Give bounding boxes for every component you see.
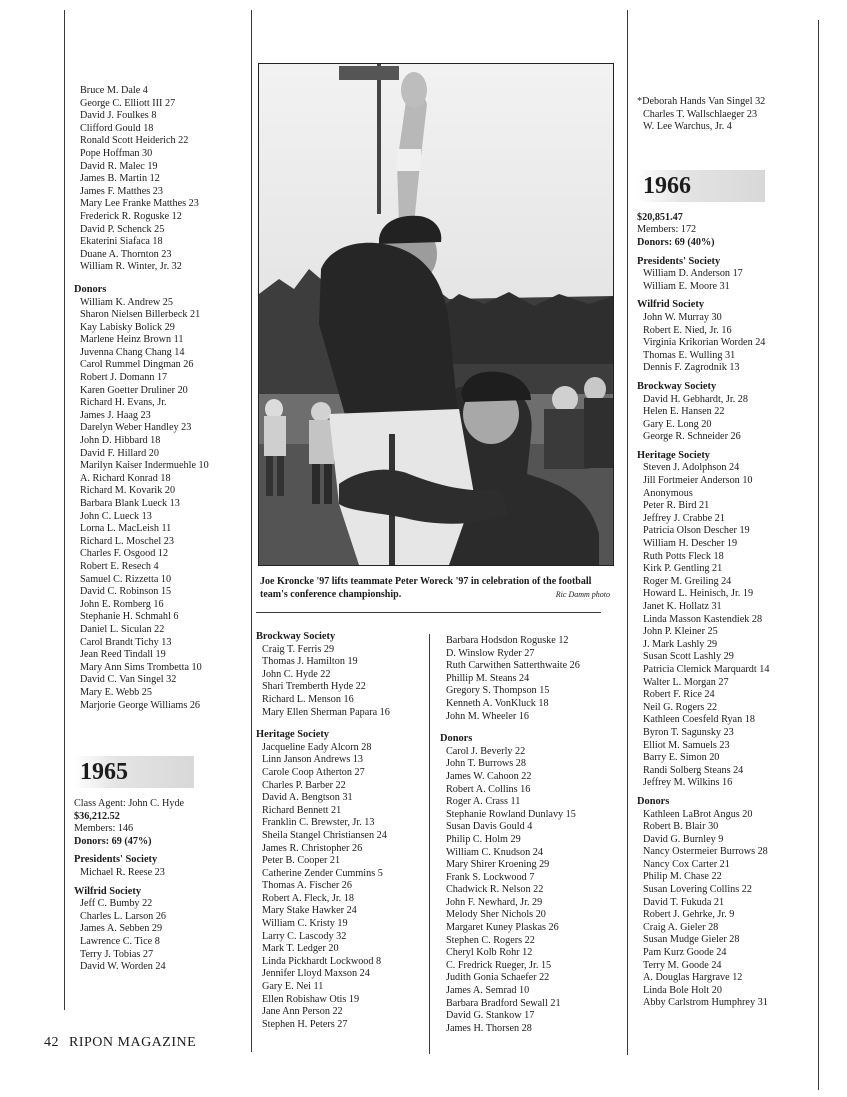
list-item: William D. Anderson 17 xyxy=(643,268,743,280)
list-item: Catherine Zender Cummins 5 xyxy=(262,867,383,879)
list-item: James W. Cahoon 22 xyxy=(446,770,532,782)
list-item: Clifford Gould 18 xyxy=(80,122,154,134)
list-item: Barbara Bradford Sewall 21 xyxy=(446,997,561,1009)
list-item: Jean Reed Tindall 19 xyxy=(80,649,166,661)
list-item: Walter L. Morgan 27 xyxy=(643,676,729,688)
donors-count: Donors: 69 (40%) xyxy=(637,236,715,248)
list-item: Jeffrey J. Crabbe 21 xyxy=(643,512,725,524)
list-item: Stephanie Rowland Dunlavy 15 xyxy=(446,808,576,820)
photo-caption xyxy=(260,576,610,601)
list-item: Mary Stake Hawker 24 xyxy=(262,905,357,917)
list-item: Neil G. Rogers 22 xyxy=(643,701,718,713)
list-item: Mary Ann Sims Trombetta 10 xyxy=(80,661,202,673)
list-item: Philip M. Chase 22 xyxy=(643,871,722,883)
list-item: Charles L. Larson 26 xyxy=(80,910,167,922)
list-item: Lawrence C. Tice 8 xyxy=(80,936,160,948)
list-item: Sharon Nielsen Billerbeck 21 xyxy=(80,309,201,321)
list-item: Susan Davis Gould 4 xyxy=(446,821,533,833)
photo-image xyxy=(259,64,613,565)
list-item: David C. Van Singel 32 xyxy=(80,674,177,686)
list-item: Melody Sher Nichols 20 xyxy=(446,909,546,921)
list-item: Marilyn Kaiser Indermuehle 10 xyxy=(80,460,209,472)
list-item: Byron T. Sagunsky 23 xyxy=(643,726,734,738)
list-item: David J. Foulkes 8 xyxy=(80,110,157,122)
list-item: James R. Christopher 26 xyxy=(262,842,363,854)
list-item: Abby Carlstrom Humphrey 31 xyxy=(643,997,768,1009)
column-2 xyxy=(256,631,428,1031)
list-item: Thomas J. Hamilton 19 xyxy=(262,656,358,668)
list-item: David G. Burnley 9 xyxy=(643,833,724,845)
presidents-society-heading: Presidents' Society xyxy=(637,255,721,267)
list-item: A. Richard Konrad 18 xyxy=(80,472,171,484)
list-item: Samuel C. Rizzetta 10 xyxy=(80,573,172,585)
list-item: Carol J. Beverly 22 xyxy=(446,745,526,757)
class-1964-continued-list xyxy=(74,85,250,274)
heritage-society-heading: Heritage Society xyxy=(256,729,329,741)
list-item: Nancy Cox Carter 21 xyxy=(643,858,730,870)
list-item: David C. Robinson 15 xyxy=(80,586,172,598)
list-item: James J. Haag 23 xyxy=(80,409,151,421)
list-item: Peter R. Bird 21 xyxy=(643,500,710,512)
list-item: David P. Schenck 25 xyxy=(80,223,165,235)
list-item: Janet K. Hollatz 31 xyxy=(643,601,722,612)
list-item: Shari Tremberth Hyde 22 xyxy=(262,681,366,693)
donors-list xyxy=(74,297,250,713)
caption-text: Joe Kroncke '97 lifts teammate Peter Woreck '97 in celebration of the football team's conference championship. xyxy=(260,576,592,600)
list-item: David R. Malec 19 xyxy=(80,160,158,172)
list-item: Gregory S. Thompson 15 xyxy=(446,685,550,697)
year-1966-banner xyxy=(637,170,765,202)
total-amount: $36,212.52 xyxy=(74,810,120,822)
list-item: Jeffrey M. Wilkins 16 xyxy=(643,777,733,789)
page-footer xyxy=(44,1035,196,1051)
list-item: Mary Shirer Kroening 29 xyxy=(446,859,550,871)
list-item: Linda Bole Holt 20 xyxy=(643,984,722,996)
list-item: David W. Worden 24 xyxy=(80,961,166,973)
donors-heading: Donors xyxy=(637,795,670,807)
list-item: Juvenna Chang Chang 14 xyxy=(80,346,185,358)
total-amount: $20,851.47 xyxy=(637,211,683,223)
list-item: D. Winslow Ryder 27 xyxy=(446,647,535,659)
list-item: David F. Hillard 20 xyxy=(80,447,159,459)
list-item: Jennifer Lloyd Maxson 24 xyxy=(262,968,370,980)
column-rule-edge xyxy=(818,20,819,1090)
photo-credit: Ric Damm photo xyxy=(555,589,610,599)
list-item: Marlene Heinz Brown 11 xyxy=(80,334,184,346)
list-item: James B. Martin 12 xyxy=(80,173,160,185)
year-heading: 1966 xyxy=(643,172,691,199)
list-item: Richard L. Moschel 23 xyxy=(80,535,174,547)
list-item: John E. Romberg 16 xyxy=(80,598,164,610)
list-item: *Deborah Hands Van Singel 32 xyxy=(637,96,766,107)
heritage-society-heading: Heritage Society xyxy=(637,449,710,461)
list-item: Frederick R. Roguske 12 xyxy=(80,210,182,222)
list-item: Phillip M. Steans 24 xyxy=(446,672,530,684)
list-item: Charles P. Barber 22 xyxy=(262,779,346,791)
list-item: James A. Sebben 29 xyxy=(80,923,163,935)
list-item: David A. Bengtson 31 xyxy=(262,792,353,804)
column-1 xyxy=(74,85,250,974)
list-item: Pam Kurz Goode 24 xyxy=(643,947,727,959)
list-item: John W. Murray 30 xyxy=(643,311,722,323)
members-count: Members: 172 xyxy=(637,224,697,236)
list-item: John C. Lueck 13 xyxy=(80,510,152,522)
list-item: Ruth Potts Fleck 18 xyxy=(643,550,724,562)
list-item: Kathleen Coesfeld Ryan 18 xyxy=(643,714,755,726)
list-item: David T. Fukuda 21 xyxy=(643,896,725,908)
list-item: Terry M. Goode 24 xyxy=(643,959,722,971)
list-item: Lorna L. MacLeish 11 xyxy=(80,523,172,535)
list-item: Richard M. Kovarik 20 xyxy=(80,485,176,497)
list-item: Robert A. Fleck, Jr. 18 xyxy=(262,892,354,904)
list-item: Mark T. Ledger 20 xyxy=(262,943,339,955)
column-4 xyxy=(637,96,815,1010)
list-item: John C. Hyde 22 xyxy=(262,668,331,680)
list-item: Robert E. Nied, Jr. 16 xyxy=(643,324,732,336)
list-item: Robert E. Resech 4 xyxy=(80,560,159,572)
list-item: Cheryl Kolb Rohr 12 xyxy=(446,947,533,959)
list-item: John M. Wheeler 16 xyxy=(446,710,529,722)
list-item: Susan Mudge Gieler 28 xyxy=(643,934,740,946)
list-item: Robert B. Blair 30 xyxy=(643,821,719,833)
list-item: J. Mark Lashly 29 xyxy=(643,638,718,650)
presidents-society-heading: Presidents' Society xyxy=(74,854,158,866)
list-item: Richard H. Evans, Jr. xyxy=(80,397,167,409)
list-item: Michael R. Reese 23 xyxy=(80,867,165,879)
list-item: Mary Ellen Sherman Papara 16 xyxy=(262,706,390,718)
list-item: Carol Brandt Tichy 13 xyxy=(80,636,172,648)
list-item: Anonymous xyxy=(643,487,693,499)
list-item: Roger A. Crass 11 xyxy=(446,796,521,808)
list-item: Kirk P. Gentling 21 xyxy=(643,563,723,575)
list-item: John D. Hibbard 18 xyxy=(80,435,161,447)
football-celebration-photo xyxy=(258,63,614,566)
list-item: Ruth Carwithen Satterthwaite 26 xyxy=(446,660,580,672)
list-item: John T. Burrows 28 xyxy=(446,758,526,770)
list-item: Thomas E. Wulling 31 xyxy=(643,349,736,361)
list-item: Terry J. Tobias 27 xyxy=(80,948,154,960)
list-item: Barry E. Simon 20 xyxy=(643,752,720,764)
list-item: James A. Semrad 10 xyxy=(446,985,530,997)
list-item: Judith Gonia Schaefer 22 xyxy=(446,972,550,984)
list-item: Kenneth A. VonKluck 18 xyxy=(446,697,549,709)
list-item: William K. Andrew 25 xyxy=(80,296,173,308)
donors-count: Donors: 69 (47%) xyxy=(74,835,152,847)
list-item: Thomas A. Fischer 26 xyxy=(262,880,352,892)
list-item: Randi Solberg Steans 24 xyxy=(643,764,744,776)
list-item: Stephen C. Rogers 22 xyxy=(446,934,535,946)
list-item: Karen Goetter Druliner 20 xyxy=(80,384,188,396)
list-item: Carol Rummel Dingman 26 xyxy=(80,359,194,371)
list-item: James F. Matthes 23 xyxy=(80,185,163,197)
list-item: Kathleen LaBrot Angus 20 xyxy=(643,808,753,820)
list-item: Ekaterini Siafaca 18 xyxy=(80,236,163,248)
column-3 xyxy=(440,635,626,1035)
members-count: Members: 146 xyxy=(74,823,134,835)
list-item: Kay Labisky Bolick 29 xyxy=(80,321,175,333)
donors-heading: Donors xyxy=(440,733,473,745)
list-item: Daniel L. Siculan 22 xyxy=(80,623,165,635)
list-item: Richard L. Menson 16 xyxy=(262,693,354,705)
list-item: John P. Kleiner 25 xyxy=(643,626,718,638)
list-item: Pope Hoffman 30 xyxy=(80,147,153,159)
list-item: Sheila Stangel Christiansen 24 xyxy=(262,829,387,841)
caption-rule xyxy=(256,612,601,613)
list-item: Mary Lee Franke Matthes 23 xyxy=(80,198,199,210)
list-item: Linda Pickhardt Lockwood 8 xyxy=(262,955,382,967)
list-item: Robert A. Collins 16 xyxy=(446,783,531,795)
list-item: Duane A. Thornton 23 xyxy=(80,248,172,260)
column-rule-left xyxy=(64,10,65,1010)
list-item: William H. Descher 19 xyxy=(643,538,738,550)
list-item: Charles F. Osgood 12 xyxy=(80,548,169,560)
list-item: Marjorie George Williams 26 xyxy=(80,699,201,711)
year-1965-banner xyxy=(74,756,194,788)
list-item: Virginia Krikorian Worden 24 xyxy=(643,337,766,349)
list-item: W. Lee Warchus, Jr. 4 xyxy=(643,121,732,133)
list-item: Larry C. Lascody 32 xyxy=(262,930,347,942)
list-item: Gary E. Long 20 xyxy=(643,418,712,430)
list-item: Dennis F. Zagrodnik 13 xyxy=(643,362,740,374)
list-item: Craig T. Ferris 29 xyxy=(262,643,335,655)
list-item: Linda Masson Kastendiek 28 xyxy=(643,613,763,625)
list-item: A. Douglas Hargrave 12 xyxy=(643,972,743,984)
list-item: William C. Kristy 19 xyxy=(262,918,348,930)
list-item: Carole Coop Atherton 27 xyxy=(262,766,365,778)
list-item: Jeff C. Bumby 22 xyxy=(80,898,153,910)
list-item: Charles T. Wallschlaeger 23 xyxy=(643,108,758,120)
list-item: Roger M. Greiling 24 xyxy=(643,575,732,587)
list-item: C. Fredrick Rueger, Jr. 15 xyxy=(446,959,552,971)
list-item: Bruce M. Dale 4 xyxy=(80,85,148,96)
list-item: Gary E. Nei 11 xyxy=(262,981,324,993)
list-item: Mary E. Webb 25 xyxy=(80,686,152,698)
donors-heading: Donors xyxy=(74,283,107,295)
brockway-society-heading: Brockway Society xyxy=(256,631,336,642)
column-rule-middle xyxy=(429,634,430,1054)
list-item: Susan Scott Lashly 29 xyxy=(643,651,734,663)
list-item: Steven J. Adolphson 24 xyxy=(643,462,740,474)
brockway-society-heading: Brockway Society xyxy=(637,380,717,392)
list-item: Patricia Clemick Marquardt 14 xyxy=(643,663,770,675)
list-item: Stephanie H. Schmahl 6 xyxy=(80,611,179,623)
list-item: William C. Knudson 24 xyxy=(446,846,543,858)
year-heading: 1965 xyxy=(80,759,128,786)
list-item: Nancy Ostermeier Burrows 28 xyxy=(643,846,768,858)
wilfrid-society-heading: Wilfrid Society xyxy=(637,299,705,311)
class-agent: Class Agent: John C. Hyde xyxy=(74,798,185,810)
list-item: George C. Elliott III 27 xyxy=(80,97,176,109)
list-item: Jill Fortmeier Anderson 10 xyxy=(643,475,753,487)
magazine-name: RIPON MAGAZINE xyxy=(69,1035,197,1050)
list-item: Darelyn Weber Handley 23 xyxy=(80,422,192,434)
list-item: Philip C. Holm 29 xyxy=(446,833,521,845)
list-item: Peter B. Cooper 21 xyxy=(262,855,341,867)
list-item: Howard L. Heinisch, Jr. 19 xyxy=(643,588,754,600)
list-item: Susan Lovering Collins 22 xyxy=(643,884,752,896)
list-item: Robert J. Domann 17 xyxy=(80,372,168,384)
list-item: Robert J. Gehrke, Jr. 9 xyxy=(643,909,735,921)
column-rule-center xyxy=(251,10,252,1052)
list-item: Richard Bennett 21 xyxy=(262,804,342,816)
list-item: Ronald Scott Heiderich 22 xyxy=(80,135,189,147)
list-item: Elliot M. Samuels 23 xyxy=(643,739,730,751)
list-item: Craig A. Gieler 28 xyxy=(643,921,719,933)
list-item: Frank S. Lockwood 7 xyxy=(446,871,535,883)
list-item: David H. Gebhardt, Jr. 28 xyxy=(643,393,748,405)
list-item: Jacqueline Eady Alcorn 28 xyxy=(262,741,372,753)
wilfrid-society-heading: Wilfrid Society xyxy=(74,885,142,897)
list-item: Helen E. Hansen 22 xyxy=(643,406,725,418)
list-item: William E. Moore 31 xyxy=(643,280,730,292)
list-item: Franklin C. Brewster, Jr. 13 xyxy=(262,817,375,829)
list-item: George R. Schneider 26 xyxy=(643,431,741,443)
list-item: William R. Winter, Jr. 32 xyxy=(80,261,182,273)
list-item: James H. Thorsen 28 xyxy=(446,1022,532,1034)
list-item: John F. Newhard, Jr. 29 xyxy=(446,896,543,908)
list-item: Linn Janson Andrews 13 xyxy=(262,754,364,766)
list-item: Jane Ann Person 22 xyxy=(262,1006,343,1018)
list-item: Stephen H. Peters 27 xyxy=(262,1018,348,1030)
list-item: Chadwick R. Nelson 22 xyxy=(446,884,544,896)
column-rule-right xyxy=(627,10,628,1055)
list-item: David G. Stankow 17 xyxy=(446,1010,535,1022)
page-number: 42 xyxy=(44,1035,59,1050)
list-item: Patricia Olson Descher 19 xyxy=(643,525,750,537)
list-item: Ellen Robishaw Otis 19 xyxy=(262,993,360,1005)
list-item: Robert F. Rice 24 xyxy=(643,689,715,701)
list-item: Margaret Kuney Plaskas 26 xyxy=(446,922,559,934)
list-item: Barbara Hodsdon Roguske 12 xyxy=(446,635,569,646)
list-item: Barbara Blank Lueck 13 xyxy=(80,498,180,509)
